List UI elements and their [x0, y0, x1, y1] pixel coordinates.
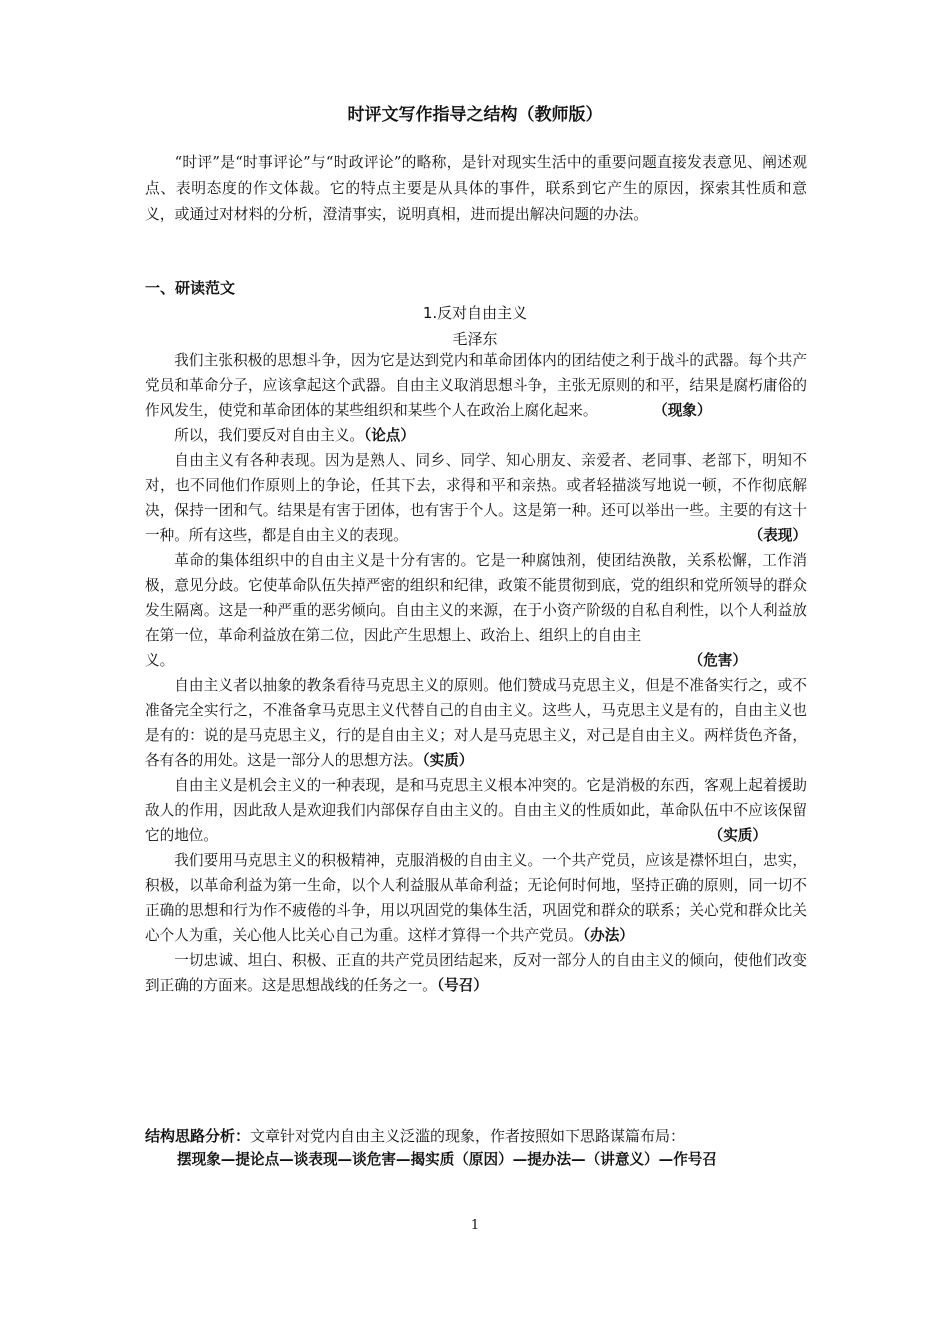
page-number: 1: [470, 1218, 480, 1233]
structure-flow: 摆现象—提论点—谈表现—谈危害—揭实质（原因）—提办法—（讲意义）—作号召: [177, 1151, 717, 1168]
intro-paragraph: “时评”是“时事评论”与“时政评论”的略称，是针对现实生活中的重要问题直接发表意见、阐述观点、表明态度的作文体裁。它的特点主要是从具体的事件，联系到它产生的原因，探索其性质和意义，或通过对材料的分析，澄清事实，说明真相，进而提出解决问题的办法。: [145, 154, 807, 223]
section-heading: 一、研读范文: [145, 279, 236, 297]
article-author: 毛泽东: [452, 330, 498, 348]
article-paragraph: 我们要用马克思主义的积极精神，克服消极的自由主义。一个共产党员，应该是襟怀坦白，忠实，积极，以革命利益为第一生命，以个人利益服从革命利益；无论何时何地，坚持正确的原则，同一切不正确的思想和行为作不疲倦的斗争，用以巩固党的集体生活，巩固党和群众的联系；关心党和群众比关心个人为重，关心他人比关心自己为重。这样才算得一个共产党员。（办法）: [145, 852, 807, 944]
page-title: 时评文写作指导之结构（教师版）: [347, 105, 603, 125]
structure-tag: （实质）: [422, 752, 474, 769]
article-paragraph: 一切忠诚、坦白、积极、正直的共产党员团结起来，反对一部分人的自由主义的倾向，使他们改变到正确的方面来。这是思想战线的任务之一。（号召）: [145, 952, 807, 994]
article-body: [145, 348, 807, 998]
analysis-label: 结构思路分析：: [145, 1127, 251, 1145]
structure-tag: （号召）: [436, 977, 488, 994]
structure-tag: （现象）: [653, 402, 712, 419]
structure-tag: （危害）: [688, 652, 747, 669]
structure-analysis: [145, 1124, 807, 1148]
analysis-text: 文章针对党内自由主义泛滥的现象，作者按照如下思路谋篇布局：: [250, 1127, 686, 1145]
article-paragraph: 我们主张积极的思想斗争，因为它是达到党内和革命团体内的团结使之利于战斗的武器。每个共产党员和革命分子，应该拿起这个武器。自由主义取消思想斗争，主张无原则的和平，结果是腐朽庸俗的作风发生，使党和革命团体的某些组织和某些个人在政治上腐化起来。 （现象）: [145, 352, 807, 419]
article-paragraph: 自由主义有各种表现。因为是熟人、同乡、同学、知心朋友、亲爱者、老同事、老部下，明知不对，也不同他们作原则上的争论，任其下去，求得和平和亲热。或者轻描淡写地说一顿，不作彻底解决，保持一团和气。结果是有害于团体，也有害于个人。这是第一种。还可以举出一些。主要的有这十一种。所有这些，都是自由主义的表现。 （表现）: [145, 448, 807, 548]
article-title: 1.反对自由主义: [422, 304, 528, 322]
article-paragraph: 自由主义者以抽象的教条看待马克思主义的原则。他们赞成马克思主义，但是不准备实行之，或不准备完全实行之，不准备拿马克思主义代替自己的自由主义。这些人，马克思主义是有的，自由主义也是有的：说的是马克思主义，行的是自由主义；对人是马克思主义，对己是自由主义。两样货色齐备，各有各的用处。这是一部分人的思想方法。（实质）: [145, 677, 807, 769]
article-paragraph: 革命的集体组织中的自由主义是十分有害的。它是一种腐蚀剂，使团结涣散，关系松懈，工作消极，意见分歧。它使革命队伍失掉严密的组织和纪律，政策不能贯彻到底，党的组织和党所领导的群众发生隔离。这是一种严重的恶劣倾向。自由主义的来源，在于小资产阶级的自私自利性，以个人利益放在第一位，革命利益放在第二位，因此产生思想上、政治上、组织上的自由主: [145, 552, 807, 644]
structure-tag: （实质）: [708, 827, 767, 844]
structure-tag: （论点）: [363, 427, 415, 444]
article-paragraph: 自由主义是机会主义的一种表现，是和马克思主义根本冲突的。它是消极的东西，客观上起着援助敌人的作用，因此敌人是欢迎我们内部保存自由主义的。自由主义的性质如此，革命队伍中不应该保留它的地位。 （实质）: [145, 773, 807, 848]
article-paragraph: 所以，我们要反对自由主义。（论点）: [174, 427, 415, 444]
article-paragraph-continuation: 义。 （危害）: [145, 648, 807, 673]
structure-tag: （办法）: [582, 927, 634, 944]
structure-tag: （表现）: [748, 527, 807, 544]
